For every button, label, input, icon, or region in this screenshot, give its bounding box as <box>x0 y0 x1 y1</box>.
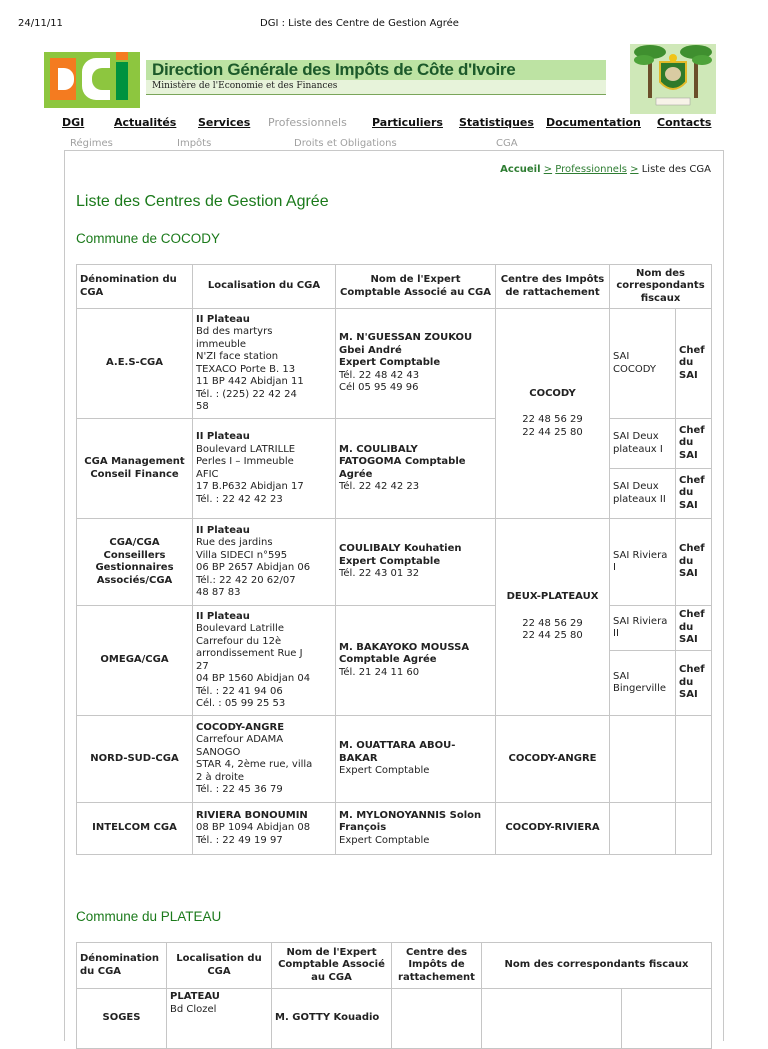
nav-statistiques[interactable]: Statistiques <box>459 116 534 129</box>
cga-name: CGA/CGA Conseillers Gestionnaires Associés/CGA <box>77 519 193 606</box>
breadcrumb <box>500 164 711 175</box>
correspondant-chef: Chef du SAI <box>676 519 712 606</box>
breadcrumb-current: Liste des CGA <box>641 164 711 175</box>
cga-expert: M. BAKAYOKO MOUSSA Comptable Agrée Tél. 21 24 11 60 <box>336 606 496 716</box>
print-date: 24/11/11 <box>18 18 63 29</box>
correspondant-sai: SAI Bingerville <box>610 651 676 716</box>
centre-cocody: COCODY 22 48 56 29 22 44 25 80 <box>496 309 610 519</box>
breadcrumb-sep: > <box>630 164 639 175</box>
site-title-band <box>146 60 606 80</box>
cga-name: CGA Management Conseil Finance <box>77 419 193 519</box>
cga-location: COCODY-ANGRE Carrefour ADAMA SANOGO STAR 4, 2ème rue, villa 2 à droite Tél. : 22 45 36 79 <box>193 716 336 803</box>
centre-deux-plateaux: DEUX-PLATEAUX 22 48 56 29 22 44 25 80 <box>496 519 610 716</box>
header-correspondants: Nom des correspondants fiscaux <box>610 265 712 309</box>
section-title-cocody: Commune de COCODY <box>76 231 221 246</box>
cga-table-plateau <box>76 942 712 1049</box>
correspondant-empty <box>482 989 622 1049</box>
cga-location: II Plateau Bd des martyrs immeuble N'ZI face station TEXACO Porte B. 13 11 BP 442 Abidjan 11 Tél. : (225) 22 42 24 58 <box>193 309 336 419</box>
nav-documentation[interactable]: Documentation <box>546 116 641 129</box>
table-row <box>77 419 712 469</box>
subnav-impots[interactable]: Impôts <box>177 138 212 149</box>
subnav-cga[interactable]: CGA <box>496 138 518 149</box>
correspondant-sai: SAI COCODY <box>610 309 676 419</box>
site-subtitle-band <box>146 80 606 95</box>
table-row <box>77 309 712 419</box>
site-title: Direction Générale des Impôts de Côte d'Ivoire <box>152 60 516 79</box>
cga-location: II Plateau Boulevard LATRILLE Perles I – Immeuble AFIC 17 B.P632 Abidjan 17 Tél. : 22 42 42 23 <box>193 419 336 519</box>
header-correspondants: Nom des correspondants fiscaux <box>482 943 712 989</box>
header-centre: Centre des Impôts de rattachement <box>496 265 610 309</box>
header-denomination: Dénomination du CGA <box>77 265 193 309</box>
subnav-regimes[interactable]: Régimes <box>70 138 113 149</box>
correspondant-chef: Chef du SAI <box>676 606 712 651</box>
header-denomination: Dénomination du CGA <box>77 943 167 989</box>
table-row <box>77 803 712 855</box>
header-expert: Nom de l'Expert Comptable Associé au CGA <box>336 265 496 309</box>
page-title: Liste des Centres de Gestion Agrée <box>76 193 329 210</box>
correspondant-sai: SAI Deux plateaux II <box>610 469 676 519</box>
cga-location: PLATEAU Bd Clozel <box>167 989 272 1049</box>
cga-name: NORD-SUD-CGA <box>77 716 193 803</box>
cga-location: RIVIERA BONOUMIN 08 BP 1094 Abidjan 08 Tél. : 22 49 19 97 <box>193 803 336 855</box>
header-centre: Centre des Impôts de rattachement <box>392 943 482 989</box>
site-subtitle: Ministère de l'Economie et des Finances <box>152 81 338 91</box>
section-title-plateau: Commune du PLATEAU <box>76 909 222 924</box>
header-expert: Nom de l'Expert Comptable Associé au CGA <box>272 943 392 989</box>
nav-actualites[interactable]: Actualités <box>114 116 177 129</box>
cga-name: SOGES <box>77 989 167 1049</box>
correspondant-chef-empty <box>676 803 712 855</box>
cga-name: OMEGA/CGA <box>77 606 193 716</box>
table-header-row <box>77 943 712 989</box>
correspondant-sai: SAI Riviera II <box>610 606 676 651</box>
cga-expert: COULIBALY Kouhatien Expert Comptable Tél. 22 43 01 32 <box>336 519 496 606</box>
cga-name: INTELCOM CGA <box>77 803 193 855</box>
correspondant-chef: Chef du SAI <box>676 651 712 716</box>
table-row <box>77 606 712 651</box>
table-row <box>77 716 712 803</box>
coat-of-arms-emblem <box>630 44 716 114</box>
correspondant-chef: Chef du SAI <box>676 419 712 469</box>
table-row <box>77 989 712 1049</box>
site-banner <box>44 44 716 114</box>
breadcrumb-section[interactable]: Professionnels <box>555 164 627 175</box>
cga-expert: M. MYLONOYANNIS Solon François Expert Comptable <box>336 803 496 855</box>
print-title: DGI : Liste des Centre de Gestion Agrée <box>260 18 459 29</box>
header-localisation: Localisation du CGA <box>193 265 336 309</box>
nav-contacts[interactable]: Contacts <box>657 116 712 129</box>
correspondant-sai: SAI Deux plateaux I <box>610 419 676 469</box>
cga-expert: M. GOTTY Kouadio <box>272 989 392 1049</box>
cga-location: II Plateau Rue des jardins Villa SIDECI n°595 06 BP 2657 Abidjan 06 Tél.: 22 42 20 62/07 48 87 83 <box>193 519 336 606</box>
cga-expert: M. COULIBALY FATOGOMA Comptable Agrée Tél. 22 42 42 23 <box>336 419 496 519</box>
cga-location: II Plateau Boulevard Latrille Carrefour du 12è arrondissement Rue J 27 04 BP 1560 Abidjan 04 Tél. : 22 41 94 06 Cél. : 05 99 25 53 <box>193 606 336 716</box>
correspondant-sai-empty <box>610 716 676 803</box>
main-nav <box>62 116 710 132</box>
cga-name: A.E.S-CGA <box>77 309 193 419</box>
nav-particuliers[interactable]: Particuliers <box>372 116 443 129</box>
table-header-row <box>77 265 712 309</box>
correspondant-empty <box>622 989 712 1049</box>
dgi-logo[interactable] <box>44 52 140 108</box>
cga-expert: M. N'GUESSAN ZOUKOU Gbei André Expert Comptable Tél. 22 48 42 43 Cél 05 95 49 96 <box>336 309 496 419</box>
correspondant-sai: SAI Riviera I <box>610 519 676 606</box>
nav-professionnels[interactable]: Professionnels <box>268 116 347 129</box>
breadcrumb-home[interactable]: Accueil <box>500 164 541 175</box>
centre-cocody-riviera: COCODY-RIVIERA <box>496 803 610 855</box>
correspondant-chef: Chef du SAI <box>676 309 712 419</box>
nav-dgi[interactable]: DGI <box>62 116 85 129</box>
correspondant-chef: Chef du SAI <box>676 469 712 519</box>
subnav-droits[interactable]: Droits et Obligations <box>294 138 397 149</box>
correspondant-sai-empty <box>610 803 676 855</box>
header-localisation: Localisation du CGA <box>167 943 272 989</box>
centre-cocody-angre: COCODY-ANGRE <box>496 716 610 803</box>
table-row <box>77 519 712 606</box>
cga-expert: M. OUATTARA ABOU- BAKAR Expert Comptable <box>336 716 496 803</box>
cga-table-cocody <box>76 264 712 855</box>
breadcrumb-sep: > <box>543 164 553 175</box>
nav-services[interactable]: Services <box>198 116 251 129</box>
correspondant-chef-empty <box>676 716 712 803</box>
centre-empty <box>392 989 482 1049</box>
